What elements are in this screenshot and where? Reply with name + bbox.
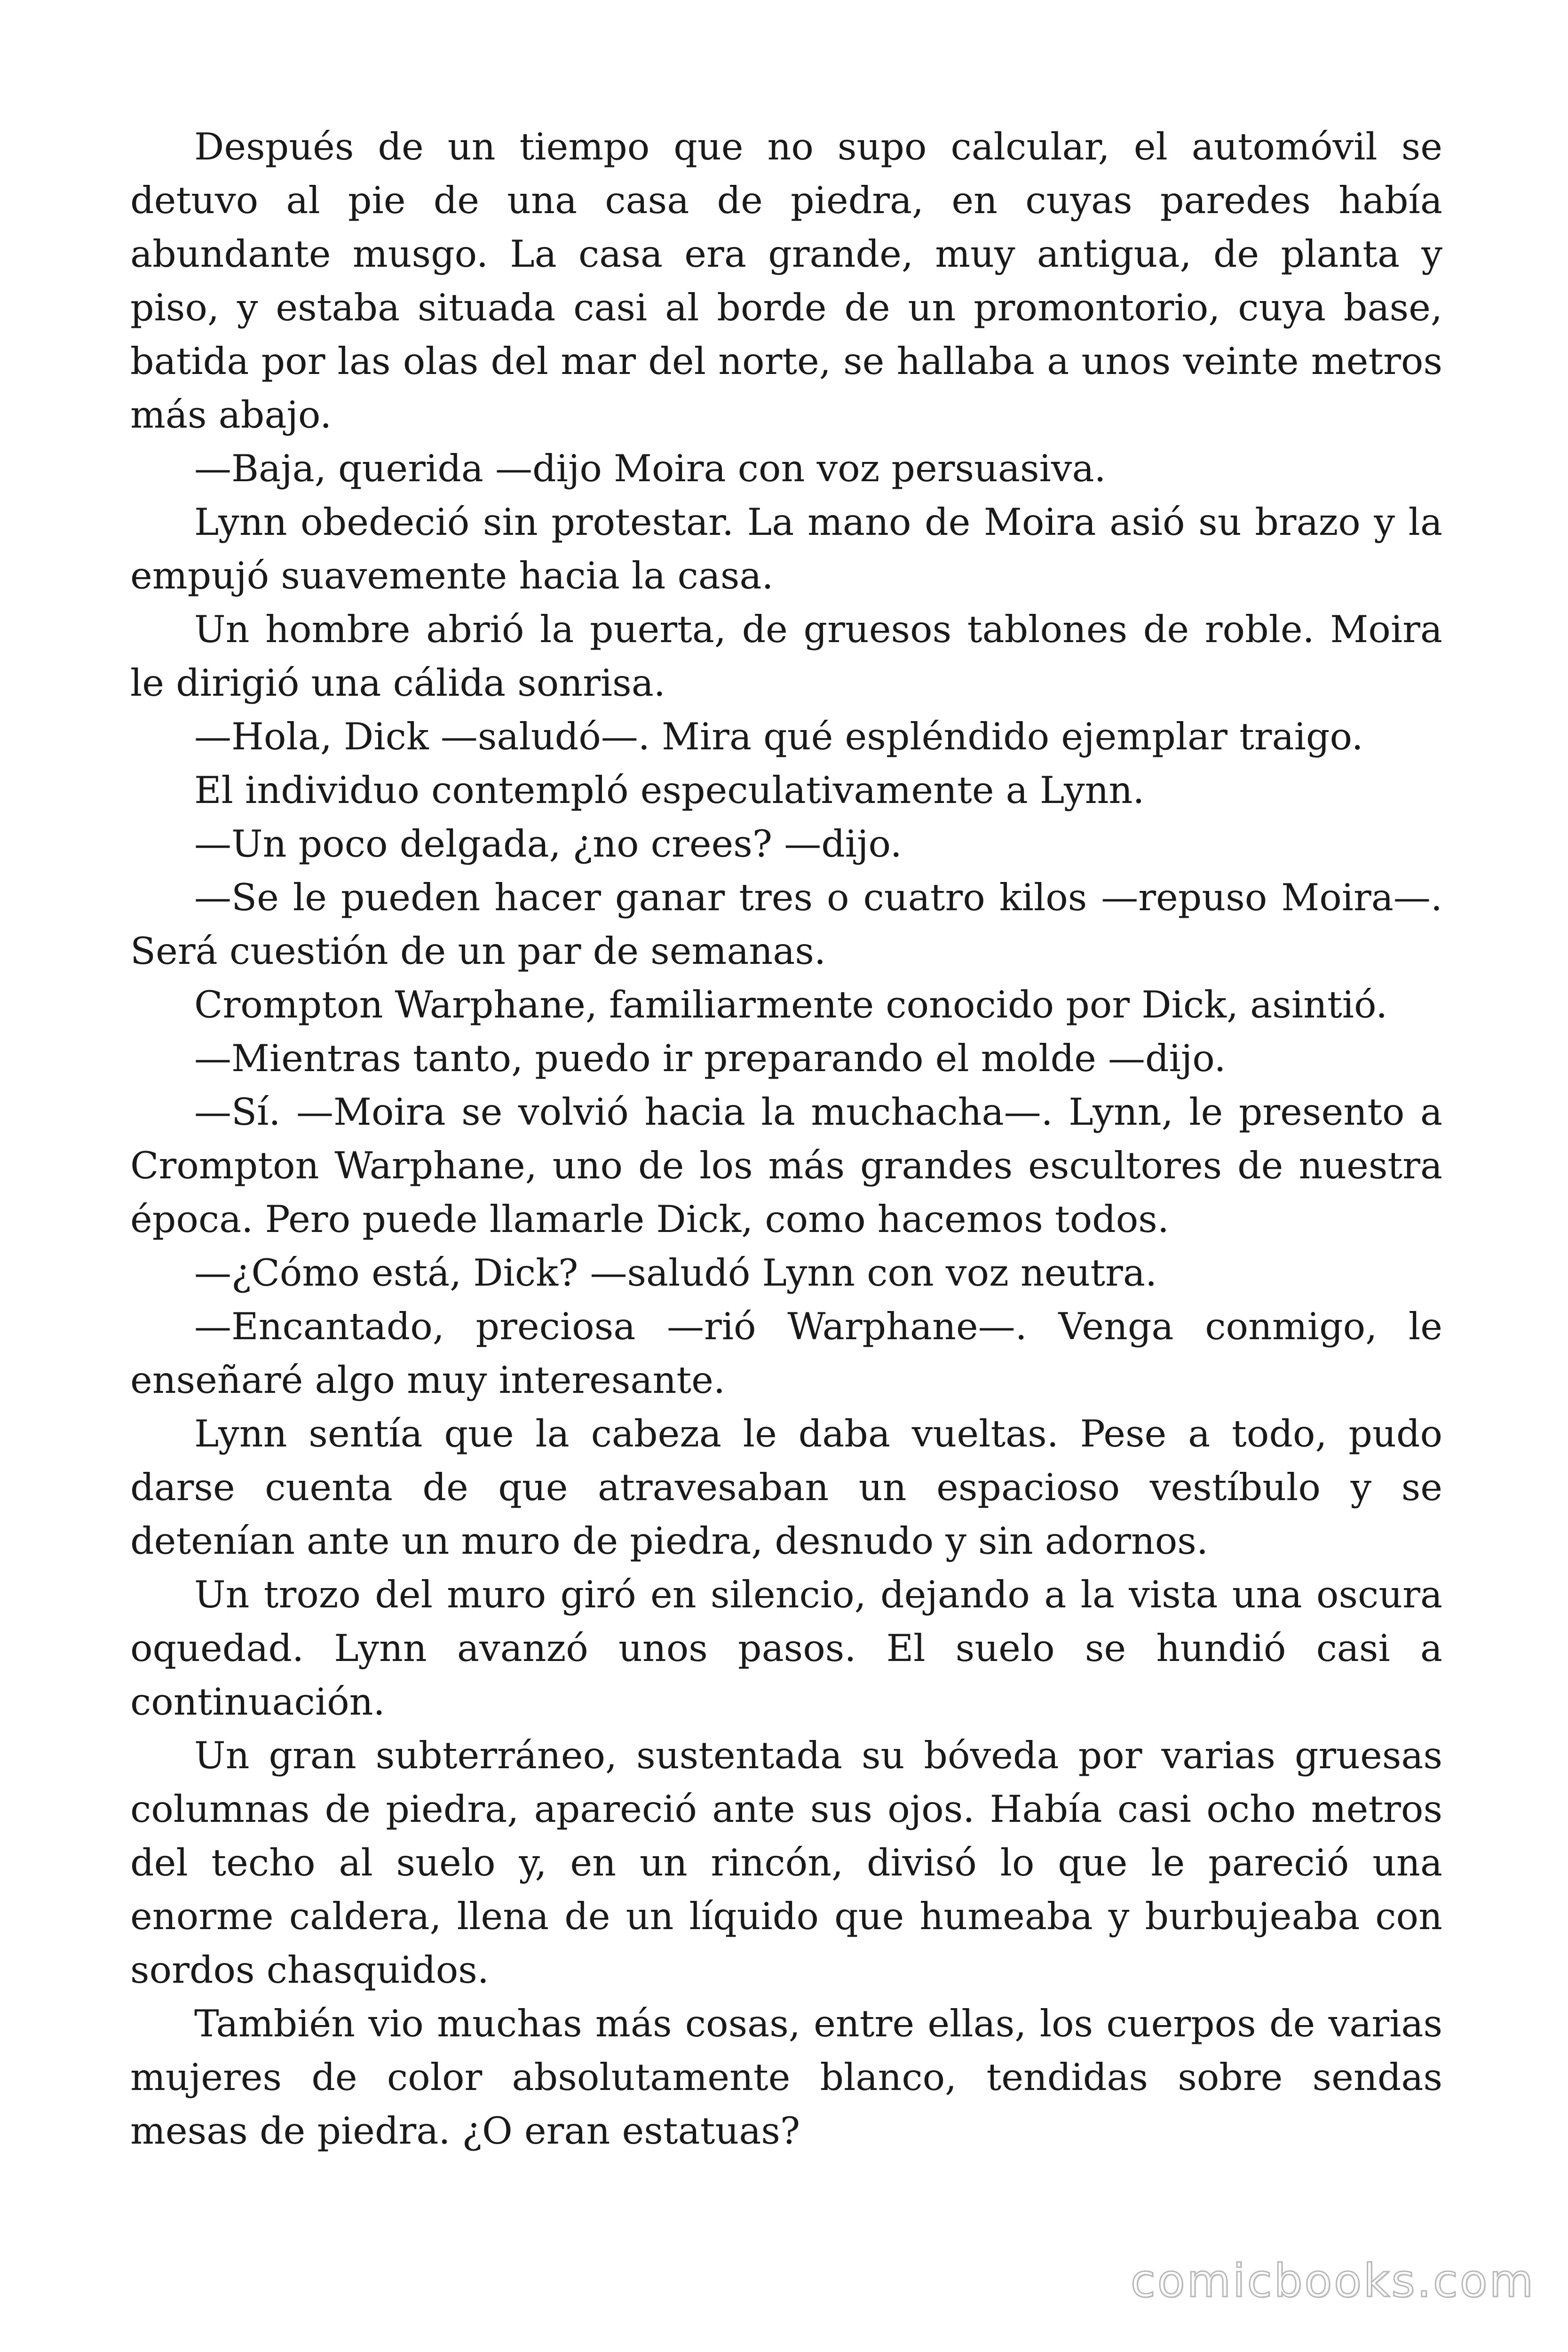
page-body	[130, 120, 1442, 2158]
paragraph: —Un poco delgada, ¿no crees? —dijo.	[194, 822, 902, 866]
paragraph: Crompton Warphane, familiarmente conocido por Dick, asintió.	[194, 983, 1388, 1026]
paragraph: —Encantado, preciosa —rió Warphane—. Venga conmigo, le enseñaré algo muy interesante.	[130, 1305, 1442, 1402]
paragraph: Lynn obedeció sin protestar. La mano de Moira asió su brazo y la empujó suavemente hacia la casa.	[130, 501, 1442, 597]
paragraph: Un trozo del muro giró en silencio, dejando a la vista una oscura oquedad. Lynn avanzó unos pasos. El suelo se hundió casi a continuación.	[130, 1573, 1442, 1724]
paragraph: Lynn sentía que la cabeza le daba vueltas. Pese a todo, pudo darse cuenta de que atravesaban un espacioso vestíbulo y se detenían ante un muro de piedra, desnudo y sin adornos.	[130, 1412, 1442, 1563]
paragraph: —Baja, querida —dijo Moira con voz persuasiva.	[194, 447, 1106, 490]
paragraph: —Se le pueden hacer ganar tres o cuatro kilos —repuso Moira—. Será cuestión de un par de semanas.	[130, 876, 1442, 973]
paragraph: También vio muchas más cosas, entre ellas, los cuerpos de varias mujeres de color absolutamente blanco, tendidas sobre sendas mesas de piedra. ¿O eran estatuas?	[130, 2002, 1442, 2153]
paragraph: —Sí. —Moira se volvió hacia la muchacha—. Lynn, le presento a Crompton Warphane, uno de los más grandes escultores de nuestra época. Pero puede llamarle Dick, como hacemos todos.	[130, 1090, 1442, 1241]
paragraph: El individuo contempló especulativamente a Lynn.	[194, 769, 1145, 812]
paragraph: Un gran subterráneo, sustentada su bóveda por varias gruesas columnas de piedra, apareció ante sus ojos. Había casi ocho metros del techo al suelo y, en un rincón, divisó lo que le pareció una enorme caldera, llena de un líquido que humeaba y burbujeaba con sordos chasquidos.	[130, 1734, 1442, 1992]
paragraph: Un hombre abrió la puerta, de gruesos tablones de roble. Moira le dirigió una cálida sonrisa.	[130, 608, 1442, 705]
paragraph: —Mientras tanto, puedo ir preparando el molde —dijo.	[194, 1037, 1226, 1080]
paragraph: —¿Cómo está, Dick? —saludó Lynn con voz neutra.	[194, 1251, 1157, 1295]
paragraph: Después de un tiempo que no supo calcular, el automóvil se detuvo al pie de una casa de piedra, en cuyas paredes había abundante musgo. La casa era grande, muy antigua, de planta y piso, y estaba situada casi al borde de un promontorio, cuya base, batida por las olas del mar del norte, se hallaba a unos veinte metros más abajo.	[130, 125, 1442, 437]
watermark: comicbooks.com	[1130, 2255, 1535, 2307]
paragraph: —Hola, Dick —saludó—. Mira qué espléndido ejemplar traigo.	[194, 715, 1363, 758]
